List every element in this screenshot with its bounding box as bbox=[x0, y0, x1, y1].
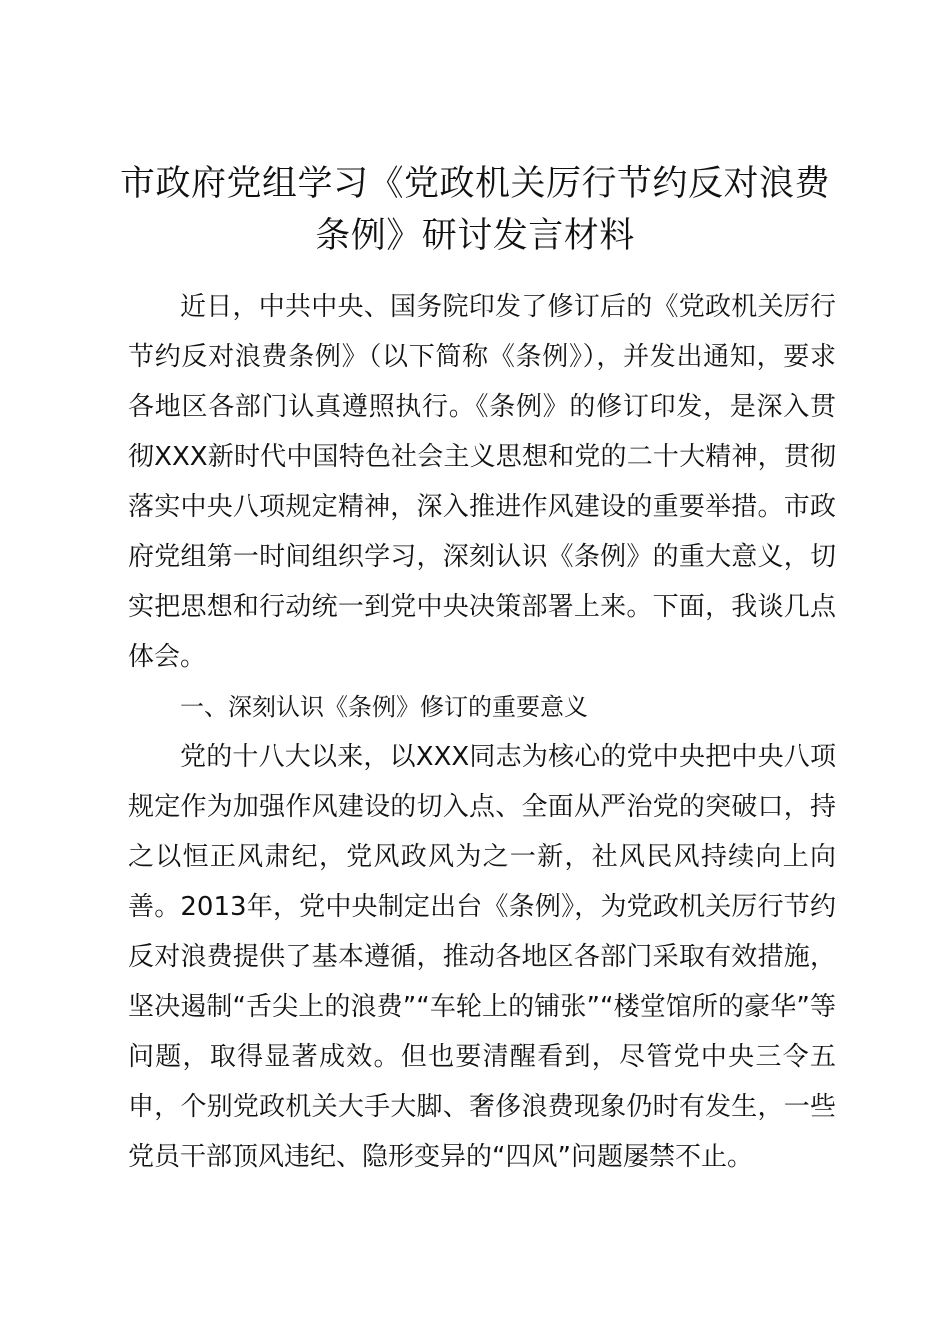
document-body bbox=[128, 282, 836, 1182]
title-line-2: 条例》研讨发言材料 bbox=[315, 216, 635, 256]
intro-paragraph: 近日，中共中央、国务院印发了修订后的《党政机关厉行节约反对浪费条例》（以下简称《条例》），并发出通知，要求各地区各部门认真遵照执行。《条例》的修订印发，是深入贯彻XXX新时代中国特色社会主义思想和党的二十大精神，贯彻落实中央八项规定精神，深入推进作风建设的重要举措。市政府党组第一时间组织学习，深刻认识《条例》的重大意义，切实把思想和行动统一到党中央决策部署上来。下面，我谈几点体会。 bbox=[128, 292, 836, 672]
title-line-1: 市政府党组学习《党政机关厉行节约反对浪费 bbox=[119, 164, 830, 204]
section-heading: 一、深刻认识《条例》修订的重要意义 bbox=[180, 693, 588, 721]
section-paragraph: 党的十八大以来，以XXX同志为核心的党中央把中央八项规定作为加强作风建设的切入点、全面从严治党的突破口，持之以恒正风肃纪，党风政风为之一新，社风民风持续向上向善。2013年，党中央制定出台《条例》，为党政机关厉行节约反对浪费提供了基本遵循，推动各地区各部门采取有效措施，坚决遏制“舌尖上的浪费”“车轮上的铺张”“楼堂馆所的豪华”等问题，取得显著成效。但也要清醒看到，尽管党中央三令五申，个别党政机关大手大脚、奢侈浪费现象仍时有发生，一些党员干部顶风违纪、隐形变异的“四风”问题屡禁不止。 bbox=[128, 742, 836, 1172]
document-title bbox=[100, 158, 850, 262]
